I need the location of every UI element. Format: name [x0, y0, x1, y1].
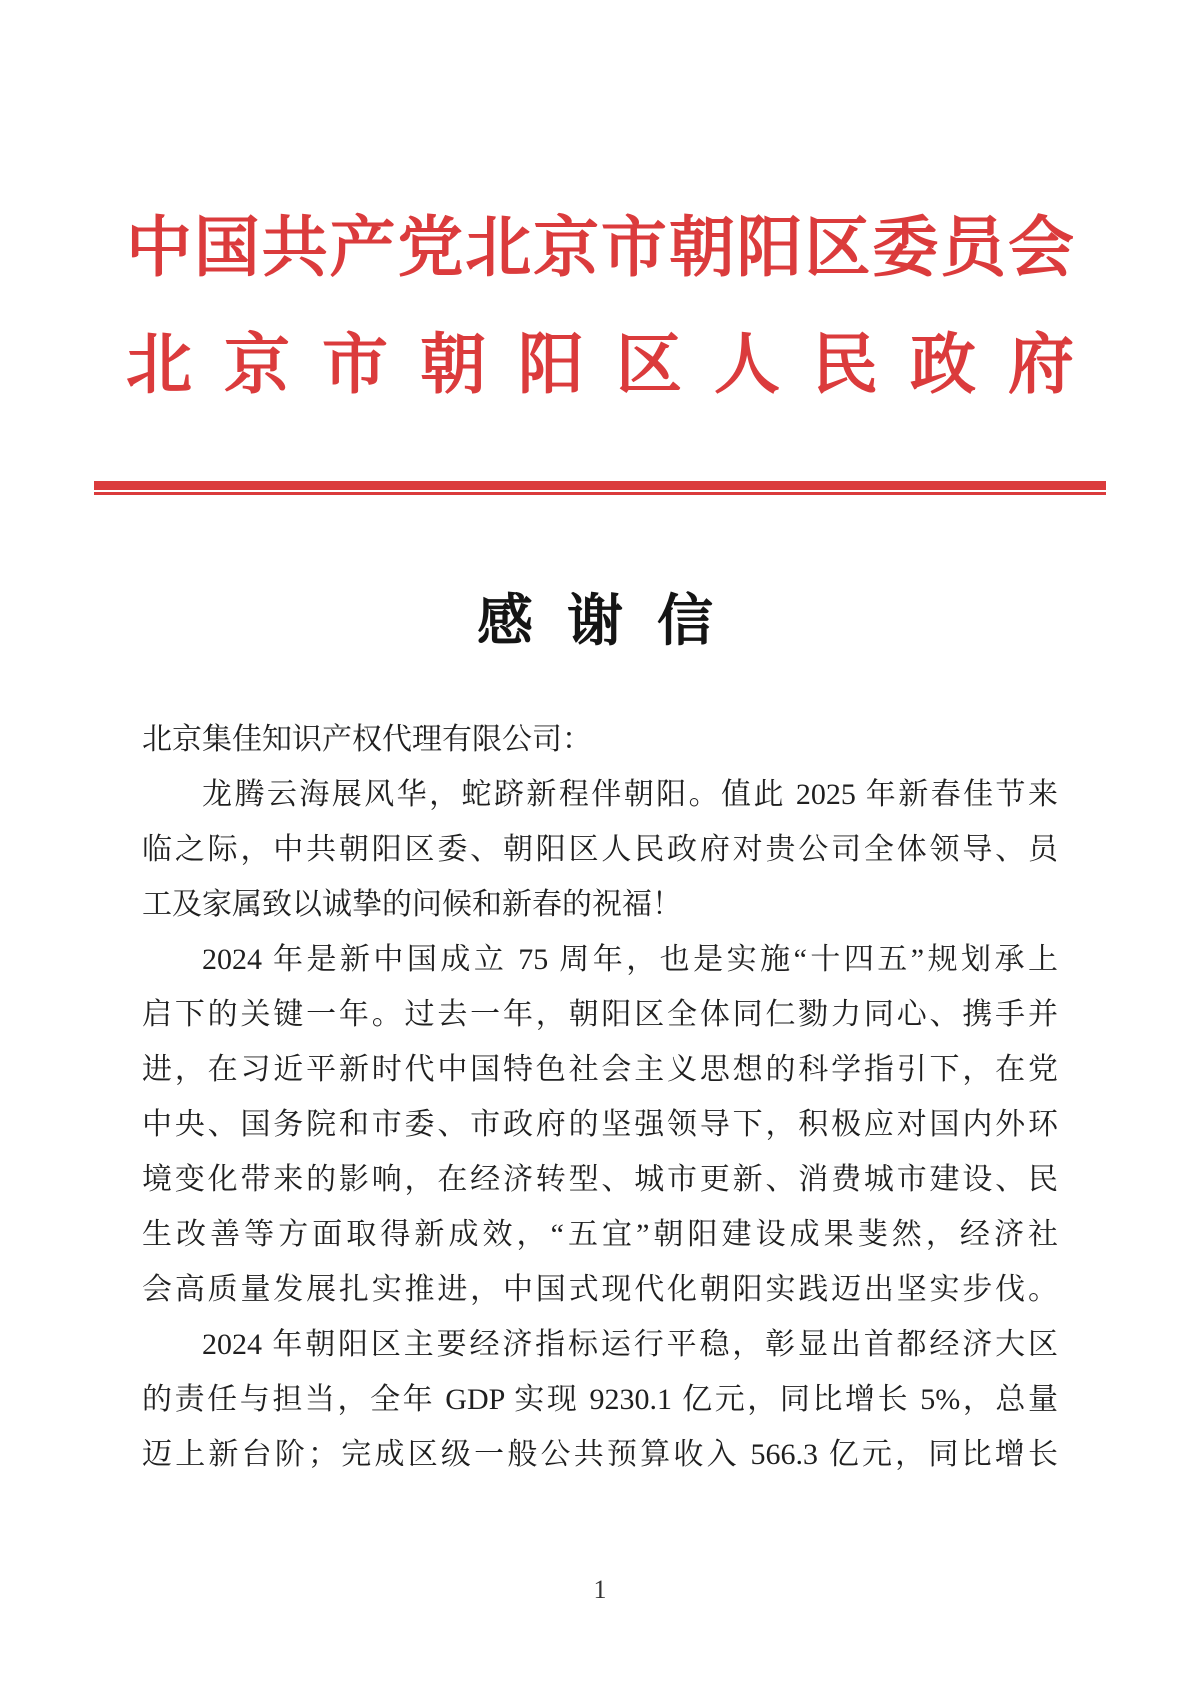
body-line: 会高质量发展扎实推进，中国式现代化朝阳实践迈出坚实步伐。: [142, 1272, 1058, 1306]
body-line: 2024 年是新中国成立 75 周年，也是实施“十四五”规划承上: [202, 942, 1058, 976]
letter-body: [142, 712, 1058, 1482]
letterhead: [0, 214, 1200, 401]
body-line: 北京集佳知识产权代理有限公司：: [142, 722, 592, 756]
body-line: 进，在习近平新时代中国特色社会主义思想的科学指引下，在党: [142, 1052, 1058, 1086]
letterhead-line-1: 中 国 共 产 党 北 京 市 朝 阳 区 委 员 会: [126, 212, 1074, 285]
body-line: 工及家属致以诚挚的问候和新春的祝福！: [142, 887, 682, 921]
body-line: 2024 年朝阳区主要经济指标运行平稳，彰显出首都经济大区: [202, 1327, 1058, 1361]
letterhead-line-2: 北 京 市 朝 阳 区 人 民 政 府: [126, 329, 1074, 403]
body-line: 临之际，中共朝阳区委、朝阳区人民政府对贵公司全体领导、员: [142, 832, 1058, 866]
body-line: 迈上新台阶；完成区级一般公共预算收入 566.3 亿元，同比增长: [142, 1437, 1058, 1471]
body-line: 启下的关键一年。过去一年，朝阳区全体同仁勠力同心、携手并: [142, 997, 1058, 1031]
letter-title: 感 谢 信: [477, 590, 723, 653]
body-line: 境变化带来的影响，在经济转型、城市更新、消费城市建设、民: [142, 1162, 1058, 1196]
body-line: 的责任与担当，全年 GDP 实现 9230.1 亿元，同比增长 5%，总量: [142, 1382, 1058, 1416]
body-line: 中央、国务院和市委、市政府的坚强领导下，积极应对国内外环: [142, 1107, 1058, 1141]
red-divider-thick-line: [94, 481, 1106, 490]
red-divider-thin-line: [94, 492, 1106, 495]
body-line: 龙腾云海展风华，蛇跻新程伴朝阳。值此 2025 年新春佳节来: [202, 777, 1058, 811]
body-line: 生改善等方面取得新成效，“五宜”朝阳建设成果斐然，经济社: [142, 1217, 1058, 1251]
page-number: 1: [593, 1575, 607, 1604]
red-divider: [94, 481, 1106, 495]
